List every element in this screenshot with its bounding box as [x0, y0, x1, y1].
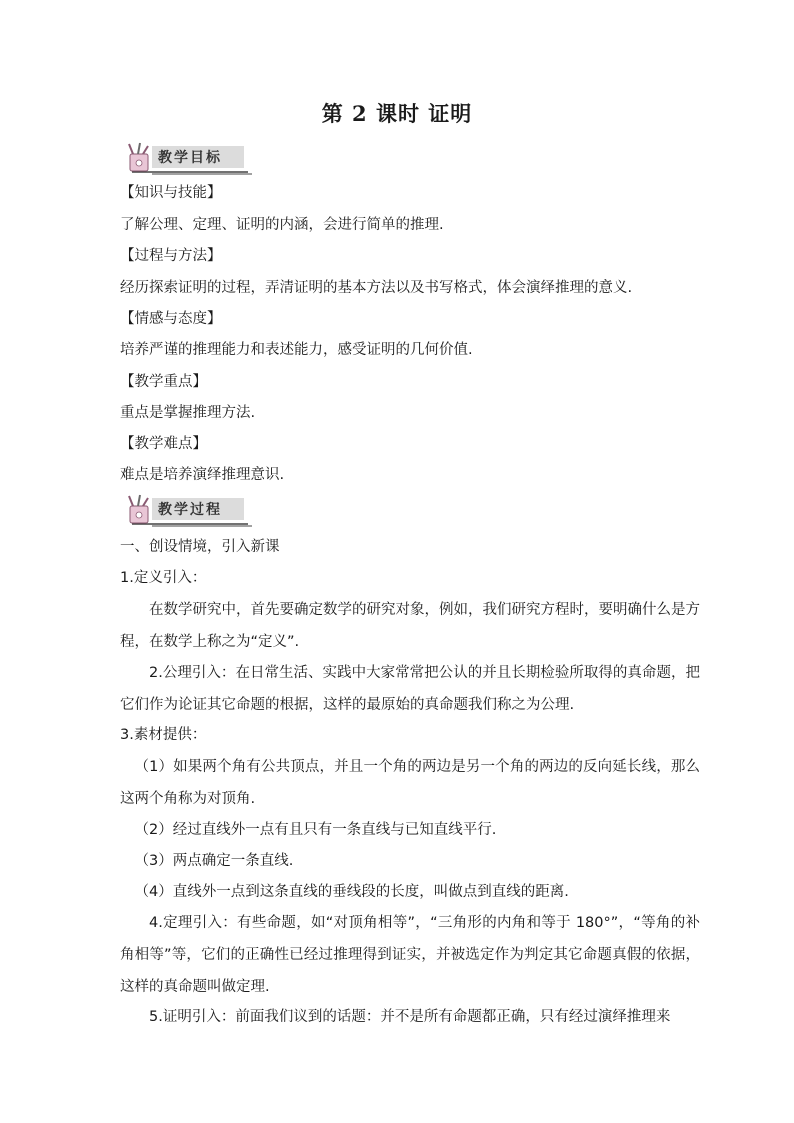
definition-heading: 1.定义引入：	[120, 570, 207, 586]
page-title: 第 2 课时 证明	[321, 101, 473, 126]
section-heading: 一、创设情境，引入新课	[120, 539, 280, 555]
teaching-process-badge	[124, 494, 254, 528]
proof-paragraph: 5.证明引入：前面我们议到的话题：并不是所有命题都正确，只有经过演绎推理来	[149, 1009, 671, 1025]
attitude-header: 【情感与态度】	[120, 311, 222, 327]
knowledge-header: 【知识与技能】	[120, 185, 222, 201]
material-item: （3）两点确定一条直线.	[134, 853, 294, 869]
difficult-point-header: 【教学难点】	[120, 436, 207, 452]
material-item: （4）直线外一点到这条直线的垂线段的长度，叫做点到直线的距离.	[134, 884, 569, 900]
definition-paragraph: 在数学研究中，首先要确定数学的研究对象，例如，我们研究方程时，要明确什么是方程，在数学上称之为“定义”.	[120, 602, 700, 650]
theorem-paragraph: 4.定理引入：有些命题，如“对顶角相等”，“三角形的内角和等于 180°”，“等角的补角相等”等，它们的正确性已经过推理得到证实，并被选定作为判定其它命题真假的依据，这样的真命题叫做定理.	[120, 915, 700, 995]
material-item: （2）经过直线外一点有且只有一条直线与已知直线平行.	[134, 822, 497, 838]
key-point-text: 重点是掌握推理方法.	[120, 405, 256, 421]
key-point-header: 【教学重点】	[120, 374, 207, 390]
teaching-process-label: 教学过程	[158, 502, 222, 518]
attitude-text: 培养严谨的推理能力和表述能力，感受证明的几何价值.	[120, 342, 473, 358]
knowledge-text: 了解公理、定理、证明的内涵，会进行简单的推理.	[120, 217, 444, 233]
materials-heading: 3.素材提供：	[120, 727, 207, 743]
axiom-paragraph: 2.公理引入：在日常生活、实践中大家常常把公认的并且长期检验所取得的真命题，把它们作为论证其它命题的根据，这样的最原始的真命题我们称之为公理.	[120, 665, 700, 713]
material-item: （1）如果两个角有公共顶点，并且一个角的两边是另一个角的两边的反向延长线，那么这两个角称为对顶角.	[120, 759, 700, 807]
difficult-point-text: 难点是培养演绎推理意识.	[120, 467, 285, 483]
method-header: 【过程与方法】	[120, 248, 222, 264]
teaching-goals-badge	[124, 142, 254, 176]
method-text: 经历探索证明的过程，弄清证明的基本方法以及书写格式，体会演绎推理的意义.	[120, 280, 633, 296]
teaching-goals-label: 教学目标	[158, 150, 222, 166]
